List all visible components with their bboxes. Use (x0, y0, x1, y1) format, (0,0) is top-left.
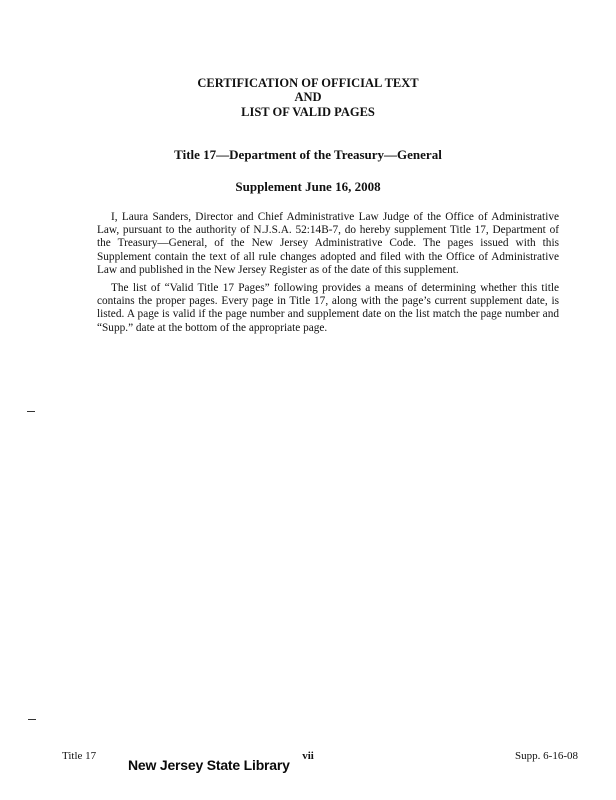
scan-mark (27, 411, 35, 412)
library-stamp: New Jersey State Library (128, 757, 290, 773)
valid-pages-paragraph: The list of “Valid Title 17 Pages” following provides a means of determining whether this title contains the proper pages. Every page in Title 17, along with the page’s current supplement date, is listed. A page is valid if the page number and supplement date on the list match the page number and “Supp.” date at the bottom of the appropriate page. (97, 282, 559, 334)
footer-title: Title 17 (62, 750, 97, 762)
footer-supplement-date: Supp. 6-16-08 (515, 750, 578, 762)
heading-and: AND (294, 90, 322, 104)
supplement-date-subheading: Supplement June 16, 2008 (235, 179, 381, 194)
scan-mark (28, 719, 36, 720)
valid-pages-heading: LIST OF VALID PAGES (241, 105, 375, 119)
title-subheading: Title 17—Department of the Treasury—General (174, 147, 442, 162)
certification-heading: CERTIFICATION OF OFFICIAL TEXT (197, 76, 419, 90)
certification-paragraph: I, Laura Sanders, Director and Chief Administrative Law Judge of the Office of Administrative Law, pursuant to the authority of N.J.S.A. 52:14B-7, do hereby supplement Title 17, Department of the Treasury—General, of the New Jersey Administrative Code. The pages issued with this Supplement contain the text of all rule changes adopted and filed with the Office of Administrative Law and published in the New Jersey Register as of the date of this supplement. (97, 211, 559, 276)
page-number: vii (302, 750, 314, 762)
